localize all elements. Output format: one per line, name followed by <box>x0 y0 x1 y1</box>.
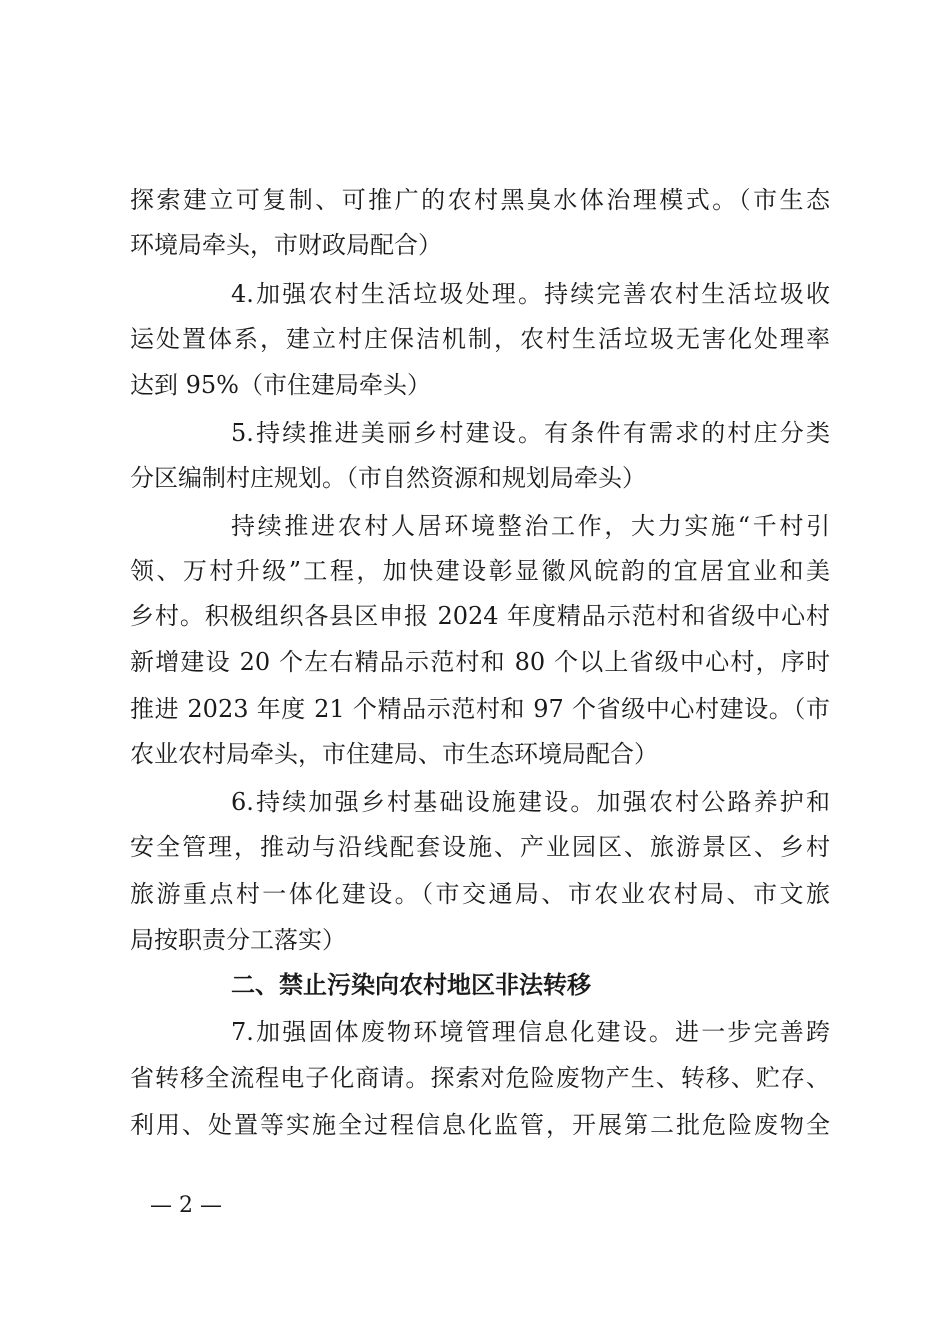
text-line: 分区编制村庄规划。（市自然资源和规划局牵头） <box>130 464 646 492</box>
text-line: 新增建设 20 个左右精品示范村和 80 个以上省级中心村，序时 <box>130 648 830 676</box>
text-line: 局按职责分工落实） <box>130 926 346 954</box>
section-heading: 二、禁止污染向农村地区非法转移 <box>231 971 591 999</box>
text-line: 环境局牵头，市财政局配合） <box>130 231 442 259</box>
text-line: 乡村。积极组织各县区申报 2024 年度精品示范村和省级中心村 <box>130 602 830 630</box>
text-line: 探索建立可复制、可推广的农村黑臭水体治理模式。（市生态 <box>130 186 830 214</box>
text-line: 推进 2023 年度 21 个精品示范村和 97 个省级中心村建设。（市 <box>130 695 830 723</box>
page-number: — 2 — <box>150 1193 222 1218</box>
paragraph-5-start: 5.持续推进美丽乡村建设。有条件有需求的村庄分类 <box>231 419 830 447</box>
paragraph-7-start: 7.加强固体废物环境管理信息化建设。进一步完善跨 <box>231 1018 830 1046</box>
text-line: 达到 95%（市住建局牵头） <box>130 371 431 399</box>
text-line: 安全管理，推动与沿线配套设施、产业园区、旅游景区、乡村 <box>130 833 830 861</box>
paragraph-4-start: 4.加强农村生活垃圾处理。持续完善农村生活垃圾收 <box>231 280 830 308</box>
text-line: 旅游重点村一体化建设。（市交通局、市农业农村局、市文旅 <box>130 880 830 908</box>
text-line: 农业农村局牵头，市住建局、市生态环境局配合） <box>130 740 658 768</box>
text-line: 利用、处置等实施全过程信息化监管，开展第二批危险废物全 <box>130 1111 830 1139</box>
paragraph-6-start: 6.持续加强乡村基础设施建设。加强农村公路养护和 <box>231 788 830 816</box>
paragraph-village-start: 持续推进农村人居环境整治工作，大力实施“千村引 <box>231 512 830 540</box>
text-line: 运处置体系，建立村庄保洁机制，农村生活垃圾无害化处理率 <box>130 325 830 353</box>
text-line: 领、万村升级”工程，加快建设彰显徽风皖韵的宜居宜业和美 <box>130 557 830 585</box>
text-line: 省转移全流程电子化商请。探索对危险废物产生、转移、贮存、 <box>130 1064 830 1092</box>
